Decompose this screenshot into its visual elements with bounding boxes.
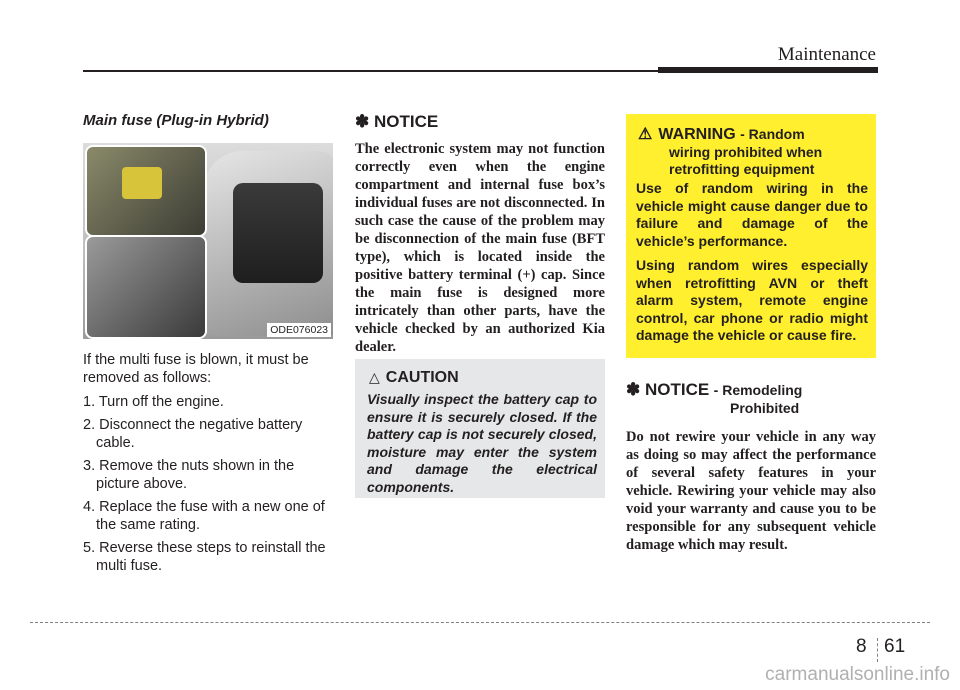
- main-fuse-heading: Main fuse (Plug-in Hybrid): [83, 112, 269, 129]
- open-trunk-image: [233, 183, 323, 283]
- notice-heading: ✽ NOTICE: [355, 112, 439, 131]
- warning-title: WARNING: [658, 126, 736, 143]
- footer-rule: [30, 622, 930, 623]
- warning-body: [636, 180, 868, 352]
- caution-body: Visually inspect the battery cap to ensure it is securely closed. If the battery cap is not securely closed, moisture may enter the system and damage the electrical components.: [367, 391, 597, 495]
- chapter-number: 8: [856, 636, 867, 657]
- section-title: Maintenance: [777, 44, 876, 65]
- header-rule: [83, 70, 658, 72]
- main-fuse-section: [83, 112, 333, 580]
- remodeling-notice-body: Do not rewire your vehicle in any way as doing so may affect the performance of several safety features in your vehicle. Rewiring your vehicle may also void your warranty and cause you to be responsible for any subsequent vehicle damage which may result.: [626, 429, 876, 553]
- battery-inset-image: [85, 145, 207, 237]
- warning-paragraph: Using random wires especially when retrofitting AVN or theft alarm system, remote engine control, car phone or radio might damage the vehicle or cause fire.: [636, 257, 868, 343]
- figure-code: ODE076023: [267, 323, 331, 337]
- warning-triangle-icon: ⚠: [638, 126, 653, 143]
- remodeling-subtitle-b: Prohibited: [730, 400, 800, 416]
- remodeling-subtitle-a: - Remodeling: [713, 382, 803, 398]
- step-item: 4. Replace the fuse with a new one of the same rating.: [83, 499, 325, 533]
- remodeling-notice-heading: ✽ NOTICE: [626, 380, 710, 399]
- step-item: 2. Disconnect the negative battery cable.: [83, 417, 303, 451]
- header-rule-accent: [658, 67, 878, 73]
- step-item: 3. Remove the nuts shown in the picture above.: [83, 458, 295, 492]
- removal-steps: [83, 393, 333, 575]
- main-fuse-figure: [83, 143, 333, 339]
- notice-section: [355, 112, 605, 356]
- page-number: 61: [884, 636, 906, 657]
- caution-triangle-icon: △: [369, 369, 380, 385]
- step-item: 1. Turn off the engine.: [83, 394, 224, 410]
- step-item: 5. Reverse these steps to reinstall the multi fuse.: [83, 540, 326, 574]
- warning-subtitle-b: wiring prohibited when retrofitting equipment: [669, 144, 823, 177]
- warning-subtitle-a: - Random: [740, 126, 805, 142]
- warning-header: [638, 124, 868, 178]
- remodeling-notice: [626, 380, 876, 554]
- caution-box: [355, 359, 605, 498]
- warning-box: [626, 114, 876, 358]
- notice-body: The electronic system may not function correctly even when the engine compartment and internal fuse box’s individual fuses are not disconnected. In such case the cause of the problem may be disconnection of the main fuse (BFT type), which is located inside the positive battery terminal (+) cap. Since the main fuse is designed more intricately than other parts, have the vehicle checked by an authorized Kia dealer.: [355, 141, 605, 355]
- caution-title: CAUTION: [385, 369, 459, 386]
- warning-title-line: [638, 126, 736, 143]
- warning-paragraph: Use of random wiring in the vehicle might cause danger due to failure and damage of the vehicle’s performance.: [636, 180, 868, 249]
- main-fuse-intro: If the multi fuse is blown, it must be removed as follows:: [83, 352, 309, 386]
- caution-header: [369, 369, 459, 387]
- fuse-inset-image: [85, 235, 207, 339]
- battery-cap-image: [122, 167, 162, 199]
- watermark: carmanualsonline.info: [765, 664, 950, 685]
- page-number-divider: [877, 638, 878, 662]
